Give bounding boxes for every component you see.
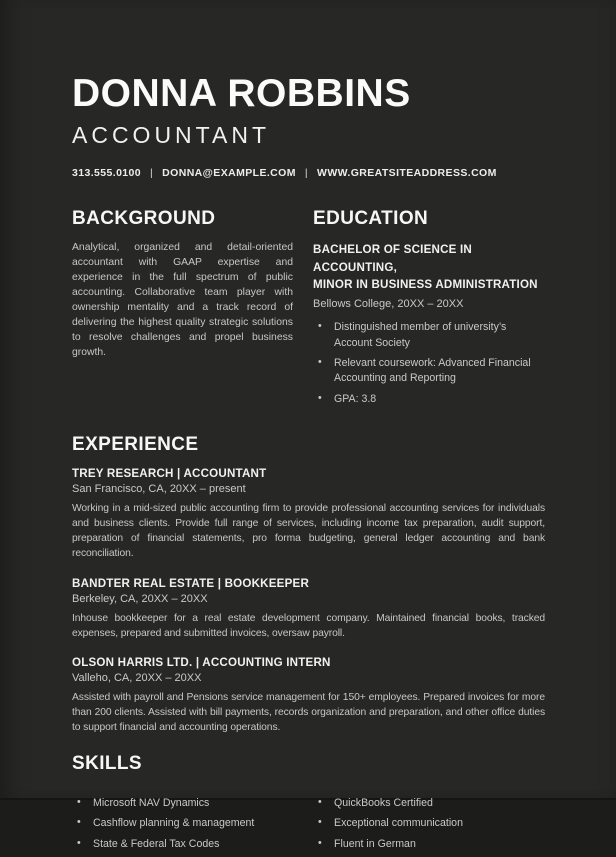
school-and-dates: Bellows College, 20XX – 20XX xyxy=(313,298,464,311)
job-title: OLSON HARRIS LTD. | ACCOUNTING INTERN xyxy=(72,655,331,669)
background-education-row xyxy=(72,209,545,412)
education-heading: EDUCATION xyxy=(313,208,429,230)
job-location-dates: San Francisco, CA, 20XX – present xyxy=(72,483,246,496)
experience-section xyxy=(72,435,545,735)
resume-header xyxy=(72,74,545,179)
job-description: Inhouse bookkeeper for a real estate development company. Maintained financial books, tracked expenses, prepared and submitted invoices, oversaw payroll. xyxy=(72,612,545,639)
skills-list-left xyxy=(72,796,313,857)
degree-line-2: MINOR IN BUSINESS ADMINISTRATION xyxy=(313,277,538,291)
email-address: DONNA@EXAMPLE.COM xyxy=(162,167,296,180)
education-section xyxy=(313,209,545,412)
degree-title xyxy=(313,241,545,293)
list-item: • State & Federal Tax Codes xyxy=(72,837,313,852)
skills-section xyxy=(72,754,545,857)
website-address: WWW.GREATSITEADDRESS.COM xyxy=(317,167,497,180)
job-description: Working in a mid-sized public accounting firm to provide professional accounting services for individuals and business clients. Provide full range of services, including income tax preparation, audit support, preparation of financial statements, pro forma budgeting, general ledger accounting and bank reconciliation. xyxy=(72,503,545,560)
background-heading: BACKGROUND xyxy=(72,208,216,230)
background-section xyxy=(72,209,293,412)
degree-line-1: BACHELOR OF SCIENCE IN ACCOUNTING, xyxy=(313,243,472,274)
contact-separator: | xyxy=(304,167,309,180)
skills-columns xyxy=(72,786,545,857)
education-bullet-list xyxy=(313,320,545,407)
person-job-title: ACCOUNTANT xyxy=(72,122,271,148)
skills-heading: SKILLS xyxy=(72,753,142,775)
job-description: Assisted with payroll and Pensions service management for 150+ employees. Prepared invoices for more than 200 clients. Assisted with bill payments, records organization and preparation, and other office duties to support financial and accounting operations. xyxy=(72,691,545,734)
skills-list-right xyxy=(313,796,545,857)
list-item: • Microsoft NAV Dynamics xyxy=(72,796,313,811)
experience-heading: EXPERIENCE xyxy=(72,434,199,456)
job-entry xyxy=(72,467,545,562)
contact-separator: | xyxy=(150,167,154,180)
phone-number: 313.555.0100 xyxy=(72,167,142,180)
background-text: Analytical, organized and detail-oriented accountant with GAAP expertise and experience in the full spectrum of public accounting. Collaborative team player with ownership mentality and a track record of delivering the highest quality strategic solutions to resolve challenges and propel business growth. xyxy=(72,242,293,359)
list-item: • Exceptional communication xyxy=(313,816,545,831)
job-title: TREY RESEARCH | ACCOUNTANT xyxy=(72,467,267,481)
job-entry xyxy=(72,656,545,735)
list-item: • QuickBooks Certified xyxy=(313,796,545,811)
list-item: • Distinguished member of university’s Account Society xyxy=(313,320,545,351)
list-item: • GPA: 3.8 xyxy=(313,392,545,407)
list-item: • Fluent in German xyxy=(313,837,545,852)
person-name: DONNA ROBBINS xyxy=(72,72,411,115)
list-item: • Cashflow planning & management xyxy=(72,816,313,831)
contact-line xyxy=(72,167,545,179)
job-location-dates: Valleho, CA, 20XX – 20XX xyxy=(72,671,202,684)
job-entry xyxy=(72,577,545,641)
job-title: BANDTER REAL ESTATE | BOOKKEEPER xyxy=(72,576,310,590)
column-gap xyxy=(293,209,313,412)
list-item: • Relevant coursework: Advanced Financial Accounting and Reporting xyxy=(313,356,545,387)
job-location-dates: Berkeley, CA, 20XX – 20XX xyxy=(72,592,208,605)
